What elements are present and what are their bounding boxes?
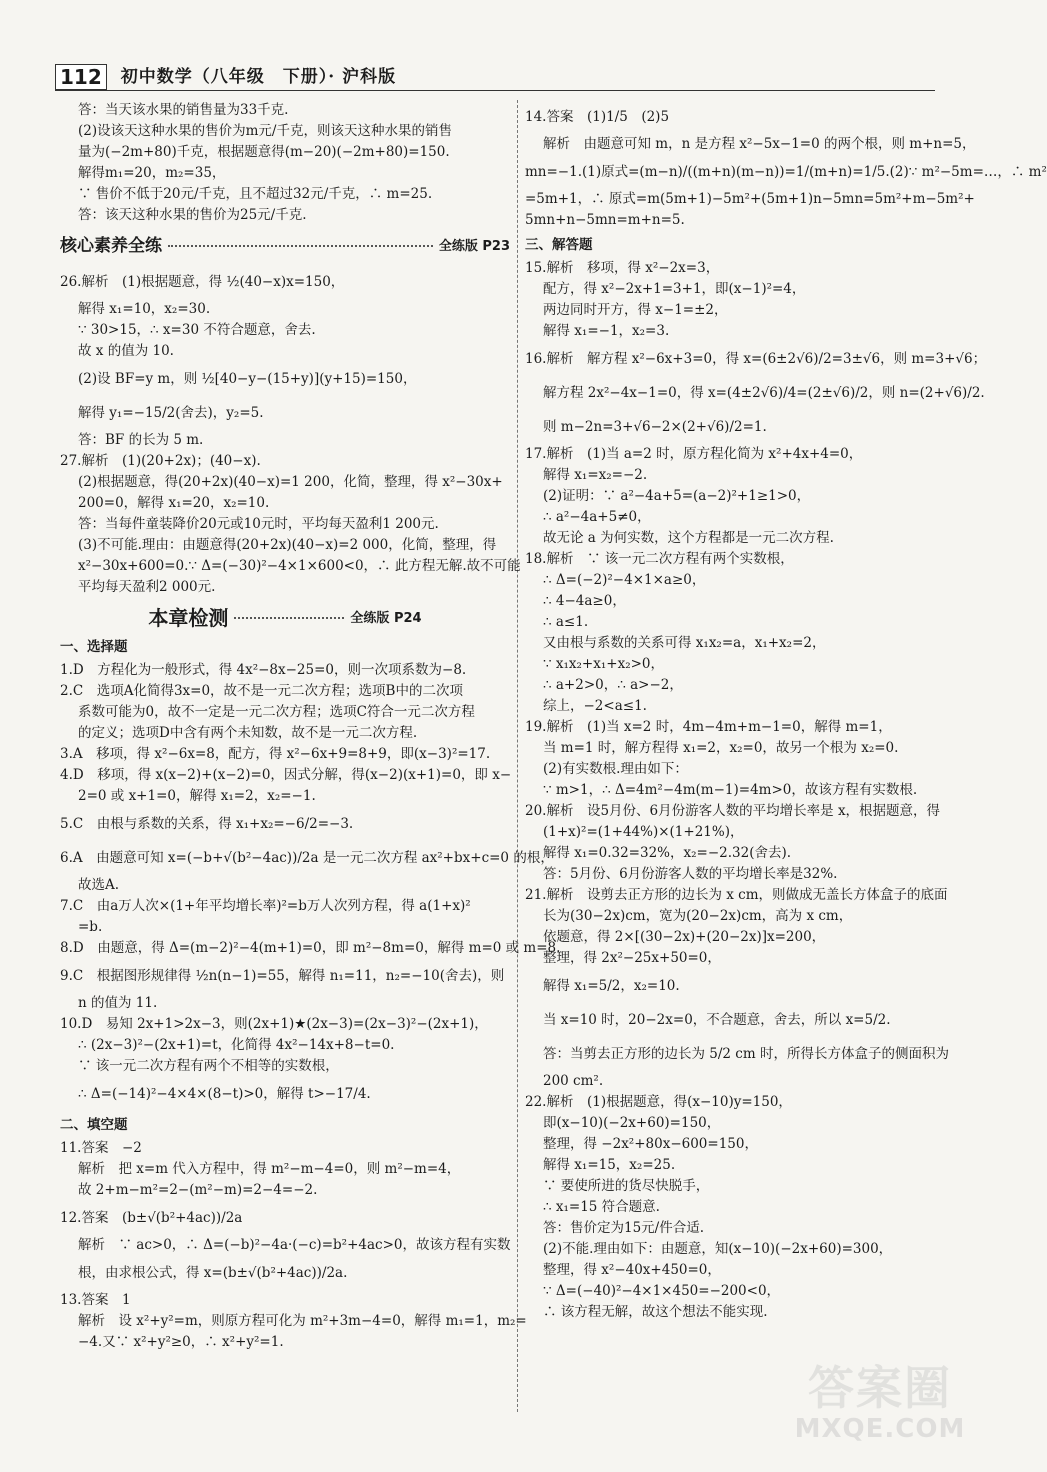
text-line: 故选A. bbox=[78, 877, 120, 893]
text-line: 解得 x₁=15，x₂=25. bbox=[543, 1157, 676, 1173]
text-line: 故 x 的值为 10. bbox=[78, 343, 174, 359]
text-line: 两边同时开方，得 x−1=±2， bbox=[543, 302, 728, 318]
question-15 bbox=[525, 258, 970, 342]
text-line: 系数可能为0，故不一定是一元二次方程；选项C符合一元二次方程 bbox=[78, 704, 475, 720]
text-line: ∴ 该方程无解，故这个想法不能实现. bbox=[543, 1304, 768, 1320]
question-18 bbox=[525, 549, 970, 717]
text-line: ∵ Δ=(−40)²−4×1×450=−200<0， bbox=[543, 1283, 781, 1299]
text-line: ∵ 30>15，∴ x=30 不符合题意，舍去. bbox=[78, 322, 316, 338]
text-line: ∵ 售价不低于20元/千克，且不超过32元/千克，∴ m=25. bbox=[78, 186, 433, 202]
text-line: 即(x−10)(−2x+60)=150， bbox=[543, 1115, 721, 1131]
text-line: mn=−1.(1)原式=(m−n)/((m+n)(m−n))=1/(m+n)=1/5.(2)∵ m²−5m=…，∴ m² bbox=[525, 164, 1047, 180]
text-line: 解得 x₁=10，x₂=30. bbox=[78, 301, 211, 317]
text-line: 的定义；选项D中含有两个未知数，故不是一元二次方程. bbox=[78, 725, 418, 741]
question-17 bbox=[525, 444, 970, 549]
text-line: (2)根据题意，得(20+2x)(40−x)=1 200，化简，整理，得 x²−30x+ bbox=[78, 474, 503, 490]
column-divider bbox=[517, 100, 518, 1412]
text-line: 当 x=10 时，20−2x=0，不合题意，舍去，所以 x=5/2. bbox=[543, 1012, 891, 1028]
text-line: 1.D 方程化为一般形式，得 4x²−8x−25=0，则一次项系数为−8. bbox=[60, 662, 467, 678]
section-ref: 全练版 P24 bbox=[350, 611, 422, 626]
text-line: ∴ x₁=15 符合题意. bbox=[543, 1199, 660, 1215]
text-line: 解得 y₁=−15/2(舍去)，y₂=5. bbox=[78, 405, 264, 421]
choice-answers bbox=[60, 660, 561, 1111]
question-21 bbox=[525, 885, 970, 1092]
text-line: 9.C 根据图形规律得 ½n(n−1)=55，解得 n₁=11，n₂=−10(舍去)，则 bbox=[60, 968, 505, 984]
text-line: 解得 x₁=0.32=32%，x₂=−2.32(舍去). bbox=[543, 845, 792, 861]
text-line: 平均每天盈利2 000元. bbox=[78, 579, 216, 595]
question-26 bbox=[60, 265, 510, 451]
text-line: 解析 设 x²+y²=m，则原方程可化为 m²+3m−4=0，解得 m₁=1，m₂= bbox=[78, 1313, 527, 1329]
text-line: (3)不可能.理由：由题意得(20+2x)(40−x)=2 000，化简，整理，得 bbox=[78, 537, 497, 553]
part-heading: 二、填空题 bbox=[60, 1117, 128, 1133]
text-line: 故无论 a 为何实数，这个方程都是一元二次方程. bbox=[543, 530, 834, 546]
text-line: 解析 由题意可知 m，n 是方程 x²−5x−1=0 的两个根，则 m+n=5， bbox=[543, 136, 976, 152]
text-line: ∴ a²−4a+5≠0， bbox=[543, 509, 651, 525]
text-line: 2=0 或 x+1=0，解得 x₁=2，x₂=−1. bbox=[78, 788, 316, 804]
text-line: ∴ 4−4a≥0， bbox=[543, 593, 626, 609]
text-line: ∴ Δ=(−2)²−4×1×a≥0， bbox=[543, 572, 706, 588]
text-line: 整理，得 2x²−25x+50=0， bbox=[543, 950, 721, 966]
text-line: 解析 把 x=m 代入方程中，得 m²−m−4=0，则 m²−m=4， bbox=[78, 1161, 461, 1177]
text-line: 解析 ∵ ac>0，∴ Δ=(−b)²−4a·(−c)=b²+4ac>0，故该方程有实数 bbox=[78, 1237, 511, 1253]
text-line: 解得 x₁=5/2，x₂=10. bbox=[543, 978, 680, 994]
text-line: 4.D 移项，得 x(x−2)+(x−2)=0，因式分解，得(x−2)(x+1)=0，即 x− bbox=[60, 767, 512, 783]
text-line: 19.解析 (1)当 x=2 时，4m−4m+m−1=0，解得 m=1， bbox=[525, 719, 892, 735]
text-line: 2.C 选项A化简得3x=0，故不是一元二次方程；选项B中的二次项 bbox=[60, 683, 463, 699]
text-line: 答：当天该水果的销售量为33千克. bbox=[78, 102, 289, 118]
text-line: =b. bbox=[78, 919, 103, 935]
text-line: 7.C 由a万人次×(1+年平均增长率)²=b万人次列方程，得 a(1+x)² bbox=[60, 898, 471, 914]
text-line: 答：该天这种水果的售价为25元/千克. bbox=[78, 207, 307, 223]
text-line: x²−30x+600=0.∵ Δ=(−30)²−4×1×600<0，∴ 此方程无解.故不可能 bbox=[78, 558, 521, 574]
text-line: (2)证明：∵ a²−4a+5=(a−2)²+1≥1>0， bbox=[543, 488, 811, 504]
text-line: 答：当剪去正方形的边长为 5/2 cm 时，所得长方体盒子的侧面积为 bbox=[543, 1046, 949, 1062]
text-line: 200=0，解得 x₁=20，x₂=10. bbox=[78, 495, 270, 511]
text-line: −4.又∵ x²+y²≥0，∴ x²+y²=1. bbox=[78, 1334, 284, 1350]
text-line: ∴ (2x−3)²−(2x+1)=t，化简得 4x²−14x+8−t=0. bbox=[78, 1037, 395, 1053]
part-heading: 三、解答题 bbox=[525, 237, 593, 253]
question-16 bbox=[525, 342, 987, 444]
text-line: 15.解析 移项，得 x²−2x=3， bbox=[525, 260, 720, 276]
section-ref: 全练版 P23 bbox=[438, 239, 510, 254]
text-line: 10.D 易知 2x+1>2x−3，则(2x+1)★(2x−3)=(2x−3)²−(2x+1)， bbox=[60, 1016, 488, 1032]
question-20 bbox=[525, 801, 970, 885]
text-line: 3.A 移项，得 x²−6x=8，配方，得 x²−6x+9=8+9，即(x−3)²=17. bbox=[60, 746, 491, 762]
text-line: 长为(30−2x)cm，宽为(20−2x)cm，高为 x cm， bbox=[543, 908, 853, 924]
text-line: 17.解析 (1)当 a=2 时，原方程化简为 x²+4x+4=0， bbox=[525, 446, 863, 462]
text-line: n 的值为 11. bbox=[78, 995, 158, 1011]
text-line: 6.A 由题意可知 x=(−b+√(b²−4ac))/2a 是一元二次方程 ax²+bx+c=0 的根， bbox=[60, 850, 554, 866]
text-line: (2)不能.理由如下：由题意，知(x−10)(−2x+60)=300， bbox=[543, 1241, 893, 1257]
part-heading: 一、选择题 bbox=[60, 639, 128, 655]
text-line: 答：5月份、6月份游客人数的平均增长率是32%. bbox=[543, 866, 838, 882]
text-line: 14.答案 (1)1/5 (2)5 bbox=[525, 109, 670, 125]
text-line: 整理，得 −2x²+80x−600=150， bbox=[543, 1136, 758, 1152]
text-line: (2)有实数根.理由如下： bbox=[543, 761, 688, 777]
text-line: ∵ x₁x₂+x₁+x₂>0， bbox=[543, 656, 665, 672]
fill-answers bbox=[60, 1138, 527, 1353]
text-line: =5m+1，∴ 原式=m(5m+1)−5m²+(5m+1)n−5mn=5m²+m−5m²+ bbox=[525, 191, 975, 207]
section-title: 核心素养全练 bbox=[60, 236, 162, 256]
text-line: 当 m=1 时，解方程得 x₁=2，x₂=0，故另一个根为 x₂=0. bbox=[543, 740, 899, 756]
text-line: 综上，−2<a≤1. bbox=[543, 698, 647, 714]
section-title: 本章检测 bbox=[148, 606, 229, 630]
text-line: 答：BF 的长为 5 m. bbox=[78, 432, 204, 448]
text-line: 量为(−2m+80)千克，根据题意得(m−20)(−2m+80)=150. bbox=[78, 144, 450, 160]
page-number: 112 bbox=[55, 64, 107, 90]
text-line: 解得 x₁=x₂=−2. bbox=[543, 467, 648, 483]
text-line: ∵ 要使所进的货尽快脱手， bbox=[543, 1178, 710, 1194]
text-line: ∴ a+2>0，∴ a>−2， bbox=[543, 677, 683, 693]
text-line: 18.解析 ∵ 该一元二次方程有两个实数根， bbox=[525, 551, 794, 567]
book-title: 初中数学（八年级 下册）· 沪科版 bbox=[120, 67, 397, 87]
watermark-mark: 答案圈 bbox=[808, 1361, 952, 1415]
text-line: 答：售价定为15元/件合适. bbox=[543, 1220, 705, 1236]
text-line: 20.解析 设5月份、6月份游客人数的平均增长率是 x，根据题意，得 bbox=[525, 803, 941, 819]
text-line: (2)设该天这种水果的售价为m元/千克，则该天这种水果的销售 bbox=[78, 123, 452, 139]
text-line: 根，由求根公式，得 x=(b±√(b²+4ac))/2a. bbox=[78, 1265, 348, 1281]
text-line: (1+x)²=(1+44%)×(1+21%)， bbox=[543, 824, 744, 840]
text-line: ∵ m>1，∴ Δ=4m²−4m(m−1)=4m>0，故该方程有实数根. bbox=[543, 782, 918, 798]
text-line: ∴ Δ=(−14)²−4×4×(8−t)>0，解得 t>−17/4. bbox=[78, 1086, 371, 1102]
question-14 bbox=[525, 100, 1047, 231]
text-line: 26.解析 (1)根据题意，得 ½(40−x)x=150， bbox=[60, 274, 345, 290]
text-line: ∴ a≤1. bbox=[543, 614, 589, 630]
text-line: 解得 x₁=−1，x₂=3. bbox=[543, 323, 670, 339]
text-line: 又由根与系数的关系可得 x₁x₂=a，x₁+x₂=2， bbox=[543, 635, 826, 651]
text-line: 16.解析 解方程 x²−6x+3=0，得 x=(6±2√6)/2=3±√6，则 m=3+√6； bbox=[525, 351, 987, 367]
watermark-logo bbox=[785, 1362, 975, 1452]
question-19 bbox=[525, 717, 970, 801]
text-line: 11.答案 −2 bbox=[60, 1140, 142, 1156]
text-line: 故 2+m−m²=2−(m²−m)=2−4=−2. bbox=[78, 1182, 318, 1198]
text-line: 21.解析 设剪去正方形的边长为 x cm，则做成无盖长方体盒子的底面 bbox=[525, 887, 948, 903]
text-line: 答：当每件童装降价20元或10元时，平均每天盈利1 200元. bbox=[78, 516, 439, 532]
text-line: 解得m₁=20，m₂=35， bbox=[78, 165, 226, 181]
text-line: 12.答案 (b±√(b²+4ac))/2a bbox=[60, 1210, 243, 1226]
top-answer bbox=[60, 100, 510, 226]
text-line: 整理，得 x²−40x+450=0， bbox=[543, 1262, 721, 1278]
text-line: 依题意，得 2×[(30−2x)+(20−2x)]x=200， bbox=[543, 929, 826, 945]
right-column bbox=[525, 100, 1047, 1402]
dot-leader bbox=[168, 245, 433, 247]
text-line: 则 m−2n=3+√6−2×(2+√6)/2=1. bbox=[543, 419, 767, 435]
watermark-site: MXQE.COM bbox=[794, 1414, 966, 1444]
text-line: (2)设 BF=y m，则 ½[40−y−(15+y)](y+15)=150， bbox=[78, 371, 417, 387]
page-header bbox=[55, 58, 935, 91]
text-line: 13.答案 1 bbox=[60, 1292, 131, 1308]
text-line: 配方，得 x²−2x+1=3+1，即(x−1)²=4， bbox=[543, 281, 806, 297]
text-line: 5.C 由根与系数的关系，得 x₁+x₂=−6/2=−3. bbox=[60, 816, 354, 832]
dot-leader bbox=[234, 617, 344, 619]
text-line: 27.解析 (1)(20+2x)；(40−x). bbox=[60, 453, 261, 469]
text-line: 8.D 由题意，得 Δ=(m−2)²−4(m+1)=0，即 m²−8m=0，解得 m=0 或 m=8. bbox=[60, 940, 561, 956]
question-27 bbox=[60, 451, 521, 598]
section-heading bbox=[60, 236, 510, 257]
chapter-test-heading bbox=[60, 608, 510, 629]
text-line: 5mn+n−5mn=m+n=5. bbox=[525, 212, 685, 228]
text-line: 200 cm². bbox=[543, 1073, 604, 1089]
text-line: 解方程 2x²−4x−1=0，得 x=(4±2√6)/4=(2±√6)/2，则 n=(2+√6)/2. bbox=[543, 385, 985, 401]
text-line: ∵ 该一元二次方程有两个不相等的实数根， bbox=[78, 1058, 339, 1074]
question-22 bbox=[525, 1092, 970, 1323]
text-line: 22.解析 (1)根据题意，得(x−10)y=150， bbox=[525, 1094, 792, 1110]
